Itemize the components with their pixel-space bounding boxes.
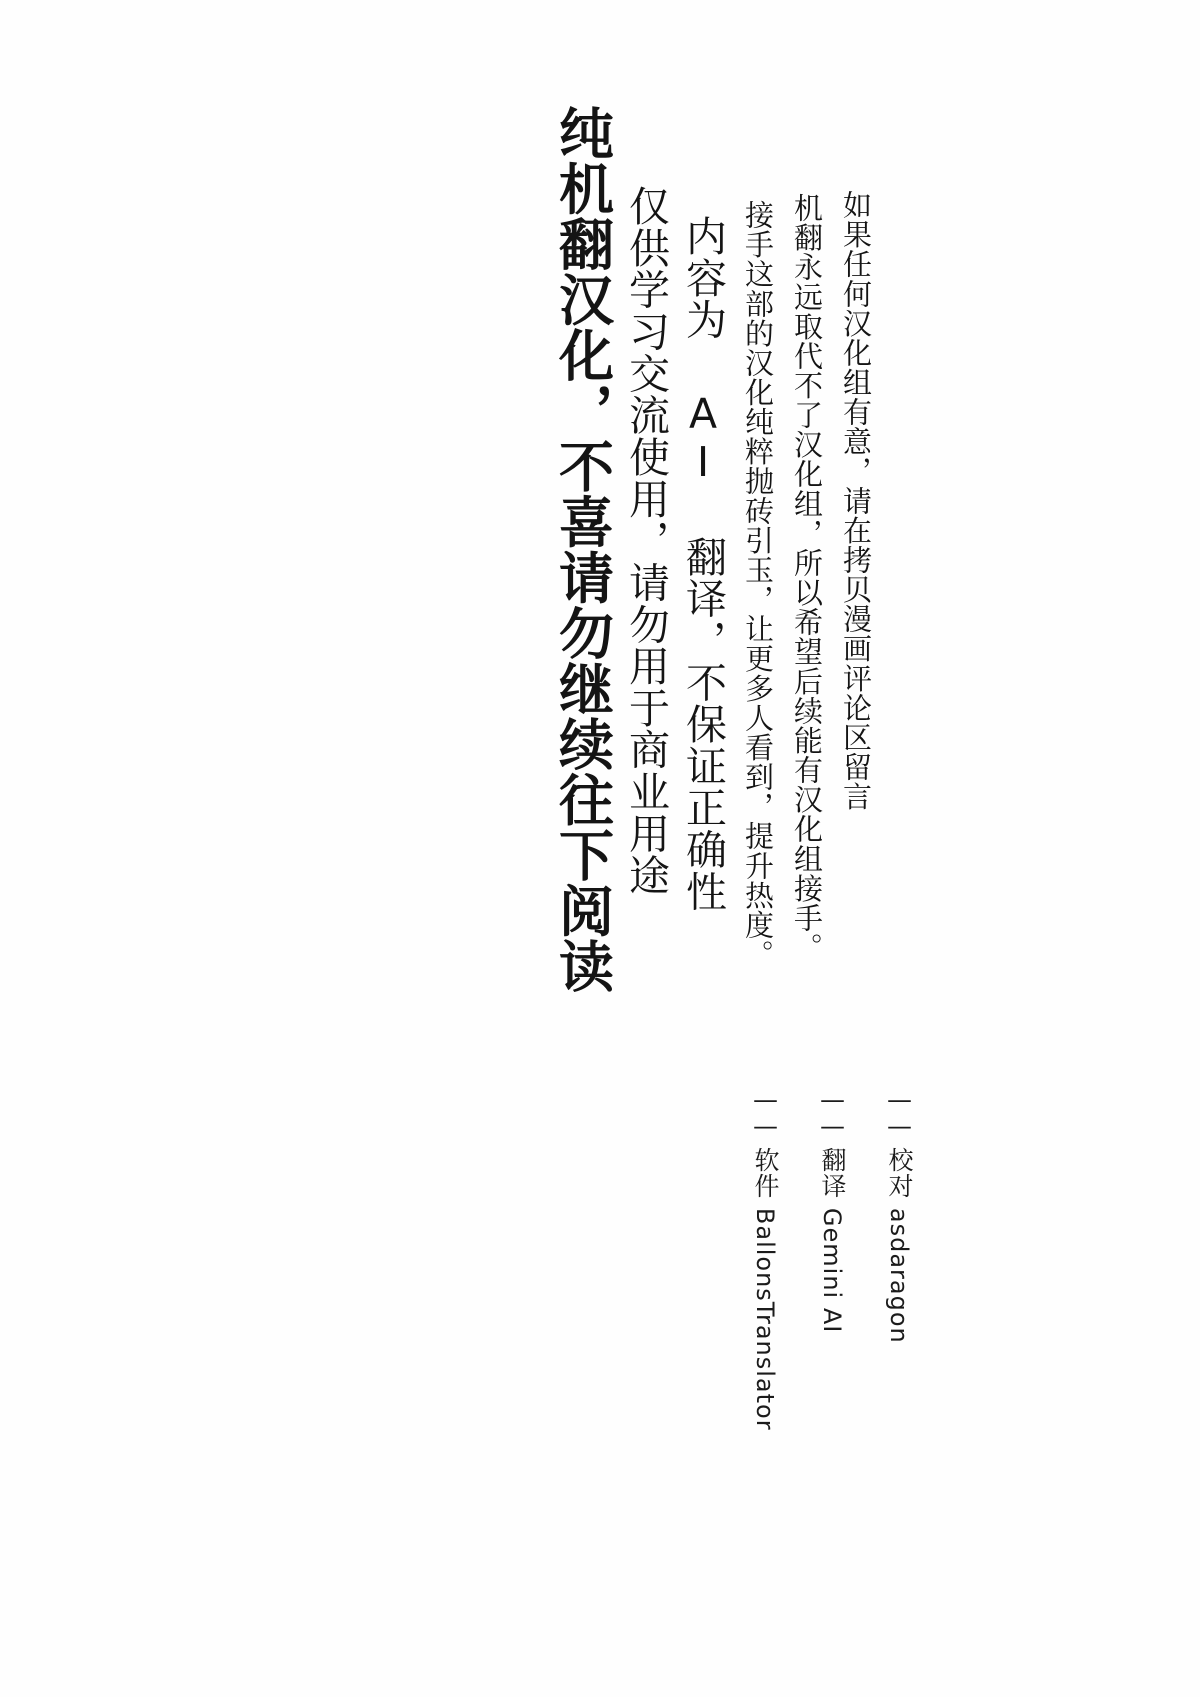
- notice-line-5: 机翻永远取代不了汉化组，所以希望后续能有汉化组接手。: [790, 193, 824, 963]
- notice-line-2: 仅供学习交流使用，请勿用于商业用途: [622, 185, 670, 896]
- credit-dash: ——: [885, 1085, 914, 1138]
- credit-role-label: 翻译: [818, 1146, 847, 1199]
- notice-line-6: 如果任何汉化组有意，请在拷贝漫画评论区留言: [839, 190, 873, 812]
- credit-role-label: 软件: [751, 1146, 780, 1199]
- credit-proofreading: [887, 1085, 912, 1344]
- credit-software: [753, 1085, 778, 1431]
- notice-heading: 纯机翻汉化，不喜请勿继续往下阅读: [550, 105, 614, 994]
- credit-value: BallonsTranslator: [751, 1207, 779, 1431]
- credit-dash: ——: [818, 1085, 847, 1138]
- credit-role-label: 校对: [885, 1146, 914, 1199]
- credit-translation: [820, 1085, 845, 1333]
- notice-block: [540, 105, 873, 1005]
- credits-block: [711, 1085, 912, 1431]
- credit-value: asdaragon: [885, 1207, 913, 1344]
- notice-line-3: 内容为 AI 翻译，不保证正确性: [679, 215, 727, 913]
- notice-line-4: 接手这部的汉化纯粹抛砖引玉，让更多人看到，提升热度。: [741, 200, 775, 970]
- credit-value: Gemini AI: [818, 1207, 846, 1334]
- credit-dash: ——: [751, 1085, 780, 1138]
